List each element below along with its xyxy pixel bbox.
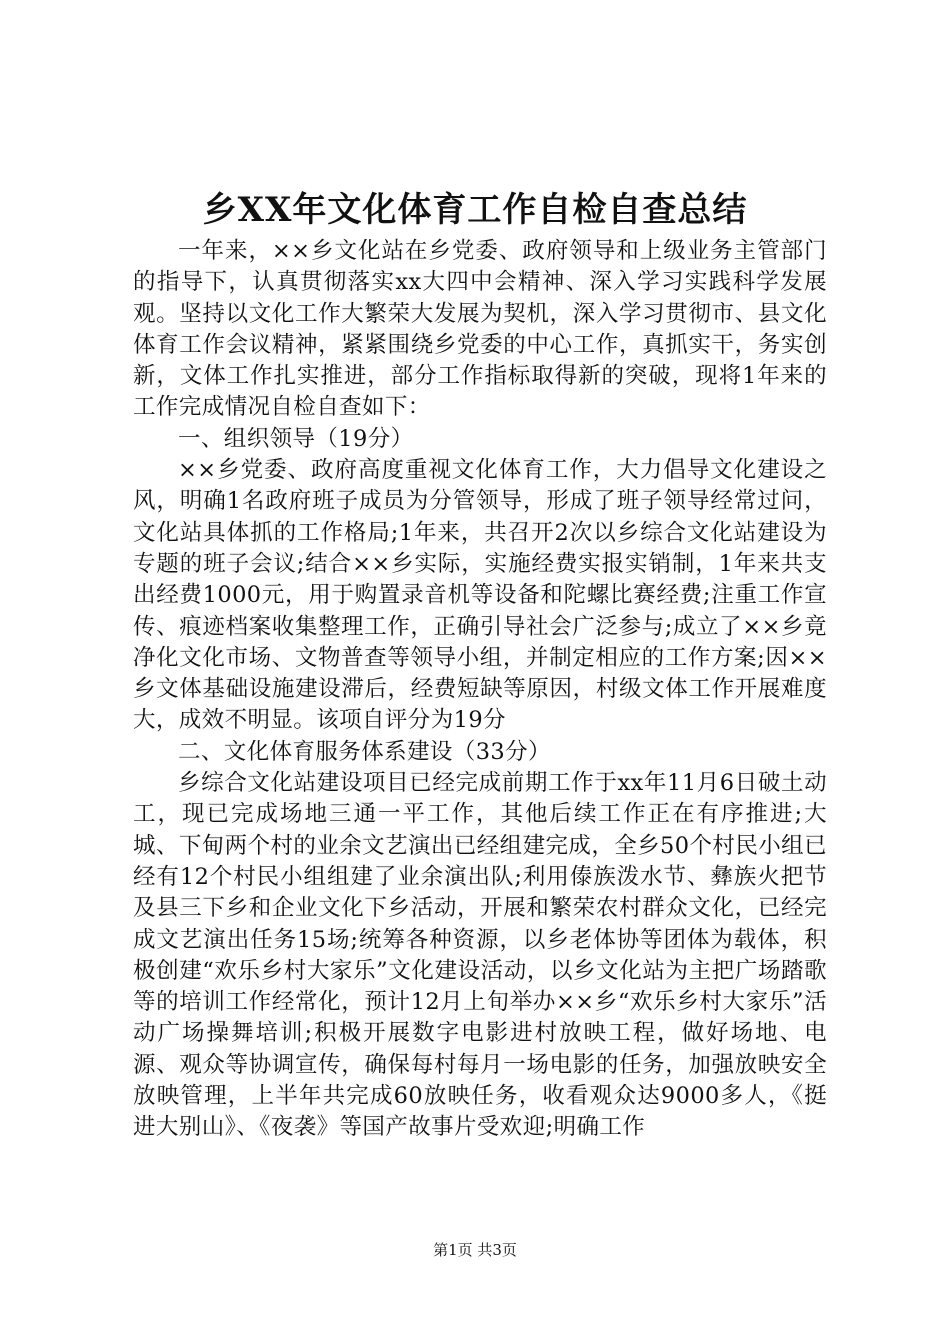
section-heading-service-system: 二、文化体育服务体系建设（33分） — [178, 738, 551, 765]
page-footer: 第1页 共3页 — [433, 1241, 517, 1259]
section-heading-organization: 一、组织领导（19分） — [178, 425, 414, 452]
document-body — [133, 236, 827, 1144]
service-system-paragraph: 乡综合文化站建设项目已经完成前期工作于xx年11月6日破土动工，现已完成场地三通一平工作，其他后续工作正在有序推进;大城、下甸两个村的业余文艺演出已经组建完成，全乡50个村民小组已经有12个村民小组组建了业余演出队;利用傣族泼水节、彝族火把节及县三下乡和企业文化下乡活动，开展和繁荣农村群众文化，已经完成文艺演出任务15场;统筹各种资源，以乡老体协等团体为载体，积极创建“欢乐乡村大家乐”文化建设活动，以乡文化站为主把广场踏歌等的培训工作经常化，预计12月上旬举办××乡“欢乐乡村大家乐”活动广场操舞培训;积极开展数字电影进村放映工程，做好场地、电源、观众等协调宣传，确保每村每月一场电影的任务，加强放映安全放映管理，上半年共完成60放映任务，收看观众达9000多人，《挺进大别山》、《夜袭》等国产故事片受欢迎;明确工作 — [133, 770, 827, 1141]
document-title: 乡XX年文化体育工作自检自查总结 — [202, 190, 748, 230]
intro-paragraph: 一年来，××乡文化站在乡党委、政府领导和上级业务主管部门的指导下，认真贯彻落实xx大四中会精神、深入学习实践科学发展观。坚持以文化工作大繁荣大发展为契机，深入学习贯彻市、县文化体育工作会议精神，紧紧围绕乡党委的中心工作，真抓实干，务实创新，文体工作扎实推进，部分工作指标取得新的突破，现将1年来的工作完成情况自检自查如下： — [133, 238, 827, 421]
organization-paragraph: ××乡党委、政府高度重视文化体育工作，大力倡导文化建设之风，明确1名政府班子成员为分管领导，形成了班子领导经常过问，文化站具体抓的工作格局;1年来，共召开2次以乡综合文化站建设为专题的班子会议;结合××乡实际，实施经费实报实销制，1年来共支出经费1000元，用于购置录音机等设备和陀螺比赛经费;注重工作宣传、痕迹档案收集整理工作，正确引导社会广泛参与;成立了××乡竟净化文化市场、文物普查等领导小组，并制定相应的工作方案;因××乡文体基础设施建设滞后，经费短缺等原因，村级文体工作开展难度大，成效不明显。该项自评分为19分 — [133, 457, 827, 734]
